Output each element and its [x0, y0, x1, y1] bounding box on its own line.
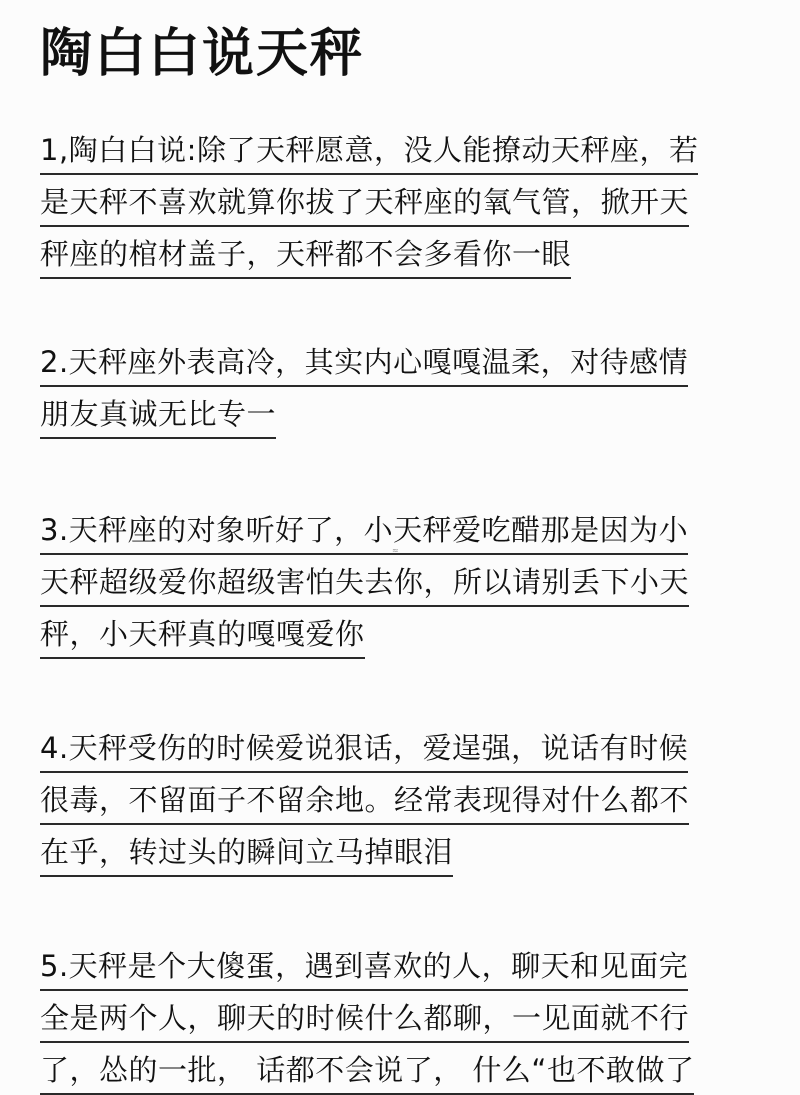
item-line [40, 722, 740, 774]
item-line-text: 很毒，不留面子不留余地。经常表现得对什么都不 [40, 779, 689, 825]
item-line [40, 992, 740, 1044]
item-line [40, 336, 740, 388]
item-line-text: 朋友真诚无比专一 [40, 393, 276, 439]
item-line-text: 天秤超级爱你超级害怕失去你，所以请别丢下小天 [40, 561, 689, 607]
item-line [40, 504, 740, 556]
item-line [40, 124, 740, 176]
compression-artifact: ≈ [392, 546, 399, 555]
list-item [40, 940, 740, 1095]
item-line [40, 940, 740, 992]
item-line-text: 秤座的棺材盖子，天秤都不会多看你一眼 [40, 233, 571, 279]
item-line-text: 3.天秤座的对象听好了，小天秤爱吃醋那是因为小 [40, 509, 688, 555]
item-line [40, 608, 740, 660]
item-line-text: 是天秤不喜欢就算你拔了天秤座的氧气管，掀开天 [40, 181, 689, 227]
list-item [40, 504, 740, 660]
item-line [40, 228, 740, 280]
page-title: 陶白白说天秤 [40, 24, 365, 84]
item-line [40, 176, 740, 228]
item-line [40, 556, 740, 608]
item-line-text: 全是两个人，聊天的时候什么都聊，一见面就不行 [40, 997, 689, 1043]
item-line-text: 1,陶白白说:除了天秤愿意，没人能撩动天秤座，若 [40, 129, 698, 175]
list-item [40, 124, 740, 280]
item-line [40, 1044, 740, 1095]
item-line-text: 4.天秤受伤的时候爱说狠话，爱逞强，说话有时候 [40, 727, 688, 773]
list-item [40, 336, 740, 440]
item-line-text: 2.天秤座外表高冷，其实内心嘎嘎温柔，对待感情 [40, 341, 688, 387]
item-line [40, 826, 740, 878]
list-item [40, 722, 740, 878]
item-line-text: 5.天秤是个大傻蛋，遇到喜欢的人，聊天和见面完 [40, 945, 688, 991]
item-line-text: 了，怂的一批， 话都不会说了， 什么“也不敢做了 [40, 1049, 694, 1095]
item-line [40, 388, 740, 440]
item-line-text: 秤，小天秤真的嘎嘎爱你 [40, 613, 365, 659]
item-line-text: 在乎，转过头的瞬间立马掉眼泪 [40, 831, 453, 877]
item-line [40, 774, 740, 826]
